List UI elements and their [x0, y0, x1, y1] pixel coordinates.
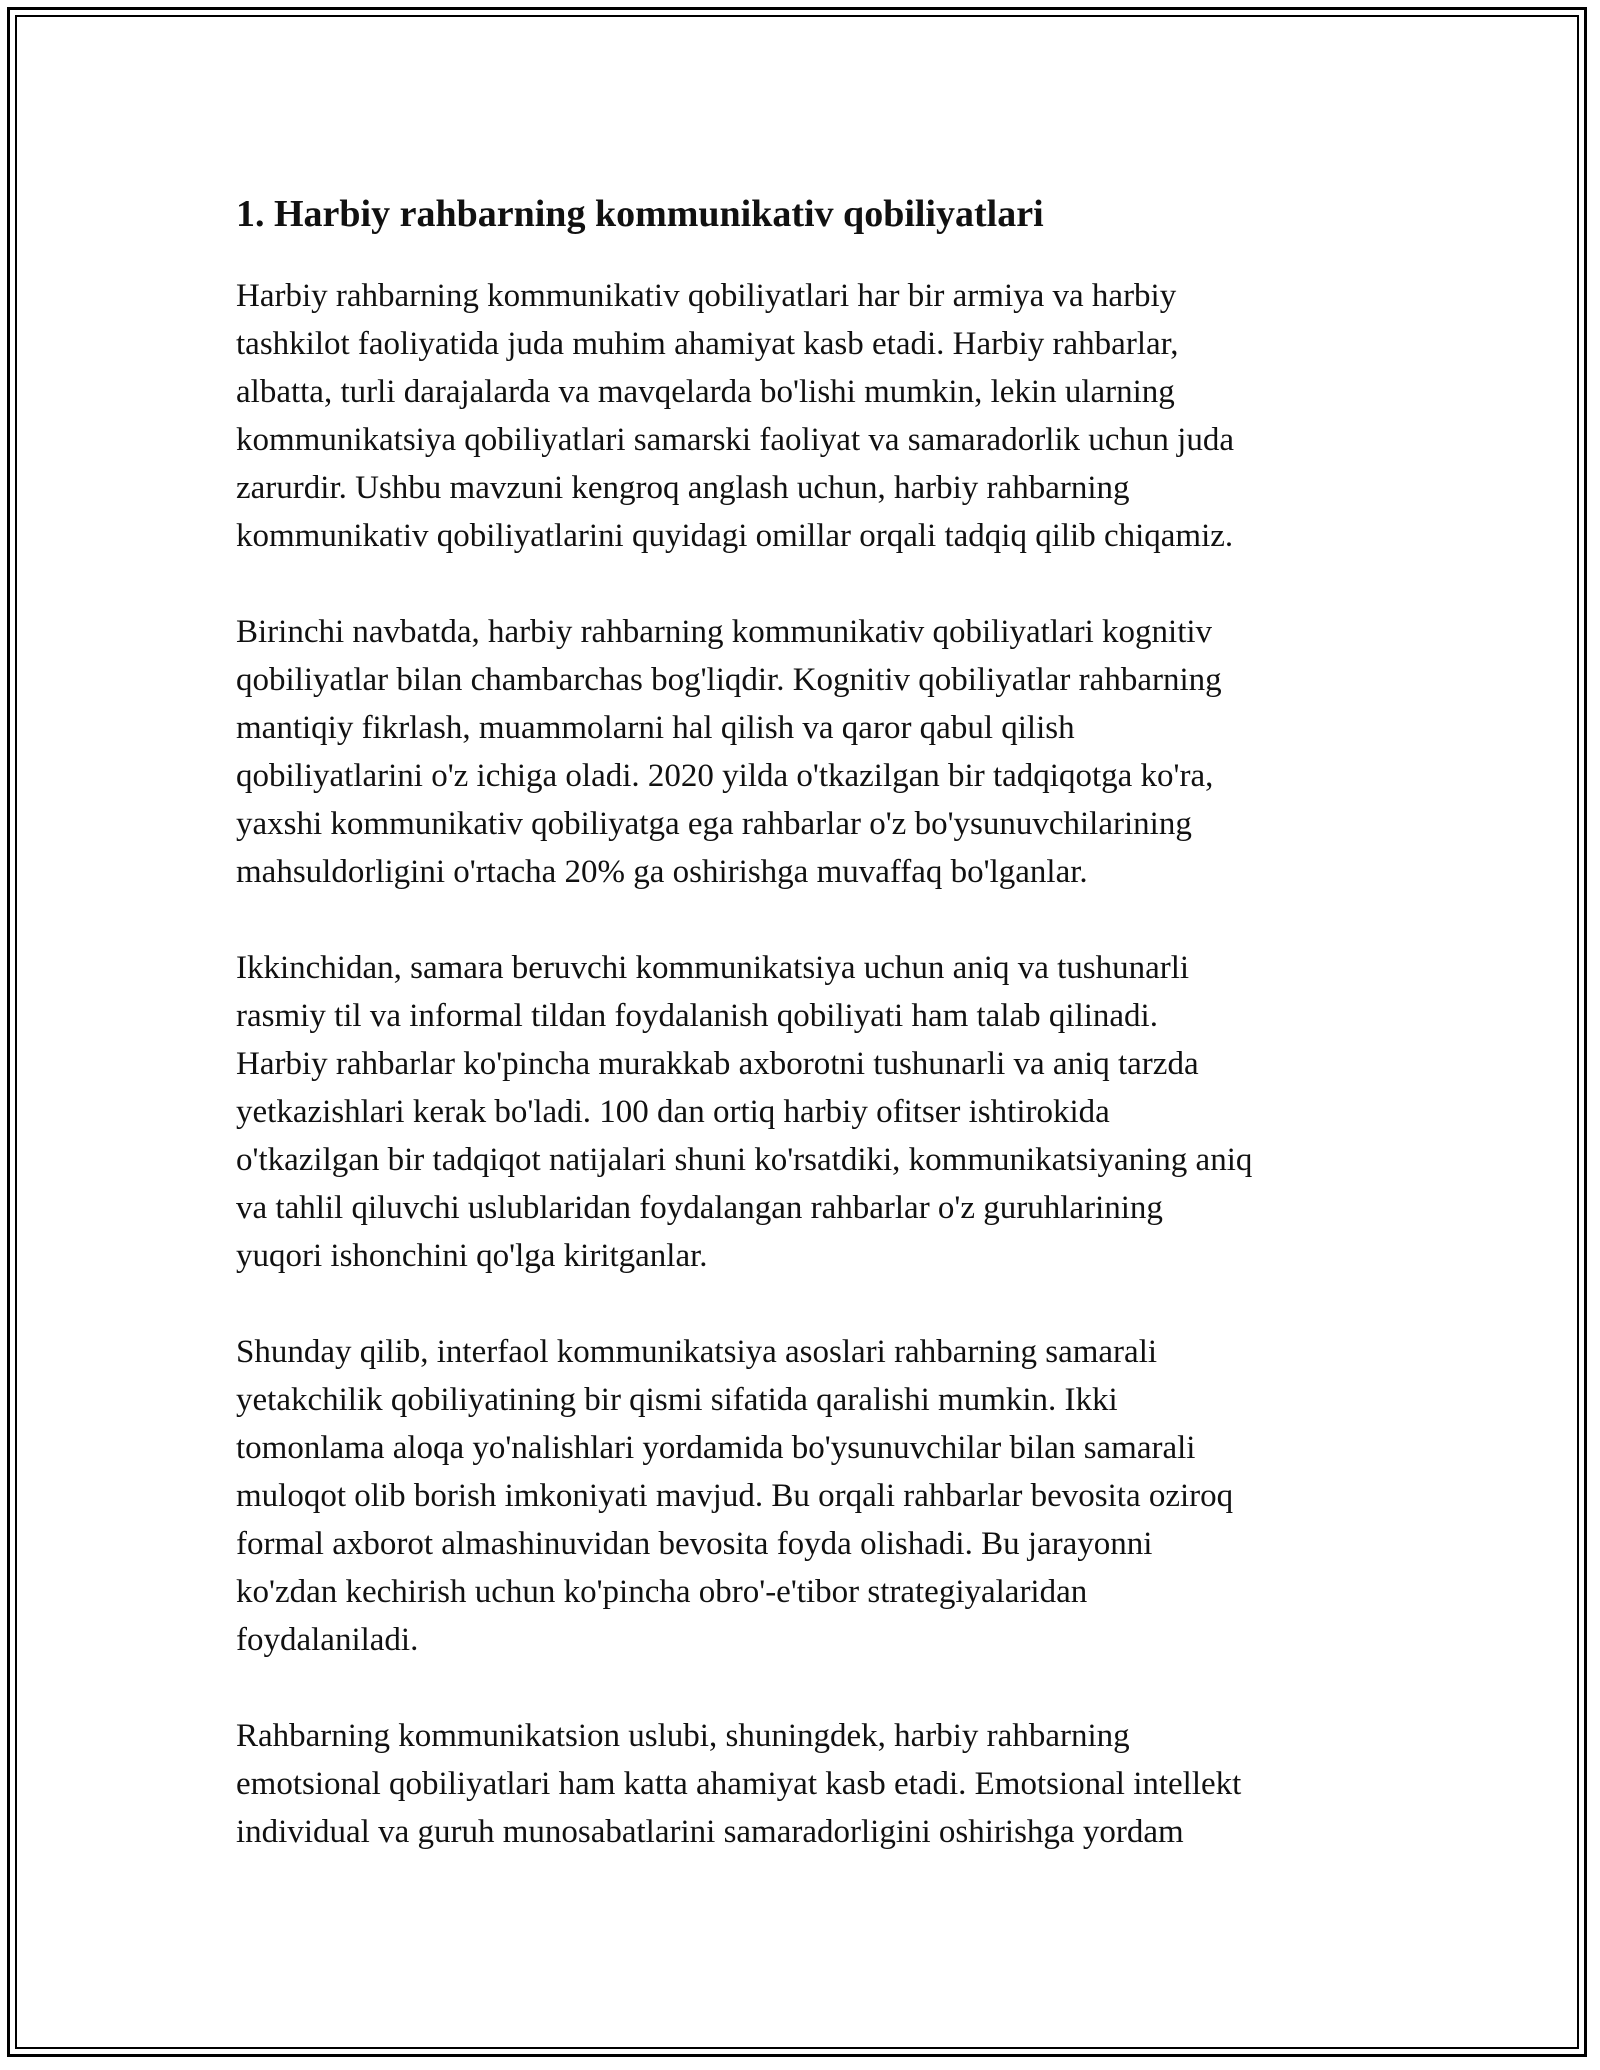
text-line: kommunikatsiya qobiliyatlari samarski faoliyat va samaradorlik uchun juda — [236, 422, 1234, 458]
paragraph-5 — [236, 1712, 1376, 1856]
text-line: emotsional qobiliyatlari ham katta ahamiyat kasb etadi. Emotsional intellekt — [236, 1766, 1242, 1802]
document-title: 1. Harbiy rahbarning kommunikativ qobiliyatlari — [236, 193, 1044, 235]
text-line: formal axborot almashinuvidan bevosita foyda olishadi. Bu jarayonni — [236, 1526, 1153, 1562]
text-line: mahsuldorligini o'rtacha 20% ga oshirishga muvaffaq bo'lganlar. — [236, 854, 1088, 890]
paragraph-3 — [236, 944, 1376, 1280]
text-line: Ikkinchidan, samara beruvchi kommunikatsiya uchun aniq va tushunarli — [236, 950, 1190, 986]
text-line: kommunikativ qobiliyatlarini quyidagi omillar orqali tadqiq qilib chiqamiz. — [236, 518, 1234, 554]
text-line: ko'zdan kechirish uchun ko'pincha obro'-e'tibor strategiyalaridan — [236, 1574, 1088, 1610]
paragraph-2 — [236, 608, 1376, 896]
text-line: mantiqiy fikrlash, muammolarni hal qilish va qaror qabul qilish — [236, 710, 1075, 746]
text-line: rasmiy til va informal tildan foydalanish qobiliyati ham talab qilinadi. — [236, 998, 1158, 1034]
text-line: tashkilot faoliyatida juda muhim ahamiyat kasb etadi. Harbiy rahbarlar, — [236, 326, 1179, 362]
text-line: Birinchi navbatda, harbiy rahbarning kommunikativ qobiliyatlari kognitiv — [236, 614, 1213, 650]
paragraph-1 — [236, 272, 1376, 560]
text-line: Rahbarning kommunikatsion uslubi, shuningdek, harbiy rahbarning — [236, 1718, 1130, 1754]
text-line: qobiliyatlarini o'z ichiga oladi. 2020 yilda o'tkazilgan bir tadqiqotga ko'ra, — [236, 758, 1214, 794]
text-line: yetakchilik qobiliyatining bir qismi sifatida qaralishi mumkin. Ikki — [236, 1382, 1118, 1418]
text-line: Harbiy rahbarlar ko'pincha murakkab axborotni tushunarli va aniq tarzda — [236, 1046, 1199, 1082]
text-line: qobiliyatlar bilan chambarchas bog'liqdir. Kognitiv qobiliyatlar rahbarning — [236, 662, 1222, 698]
text-line: Shunday qilib, interfaol kommunikatsiya asoslari rahbarning samarali — [236, 1334, 1158, 1370]
text-line: individual va guruh munosabatlarini samaradorligini oshirishga yordam — [236, 1814, 1184, 1850]
text-line: o'tkazilgan bir tadqiqot natijalari shuni ko'rsatdiki, kommunikatsiyaning aniq — [236, 1142, 1253, 1178]
text-line: yuqori ishonchini qo'lga kiritganlar. — [236, 1238, 708, 1274]
text-line: foydalaniladi. — [236, 1622, 419, 1658]
paragraph-4 — [236, 1328, 1376, 1664]
text-line: albatta, turli darajalarda va mavqelarda bo'lishi mumkin, lekin ularning — [236, 374, 1175, 410]
text-line: zarurdir. Ushbu mavzuni kengroq anglash uchun, harbiy rahbarning — [236, 470, 1130, 506]
text-line: yetkazishlari kerak bo'ladi. 100 dan ortiq harbiy ofitser ishtirokida — [236, 1094, 1110, 1130]
text-line: Harbiy rahbarning kommunikativ qobiliyatlari har bir armiya va harbiy — [236, 278, 1177, 314]
document-content — [236, 186, 1376, 1904]
text-line: tomonlama aloqa yo'nalishlari yordamida bo'ysunuvchilar bilan samarali — [236, 1430, 1196, 1466]
text-line: va tahlil qiluvchi uslublaridan foydalangan rahbarlar o'z guruhlarining — [236, 1190, 1163, 1226]
text-line: yaxshi kommunikativ qobiliyatga ega rahbarlar o'z bo'ysunuvchilarining — [236, 806, 1192, 842]
text-line: muloqot olib borish imkoniyati mavjud. Bu orqali rahbarlar bevosita oziroq — [236, 1478, 1234, 1514]
